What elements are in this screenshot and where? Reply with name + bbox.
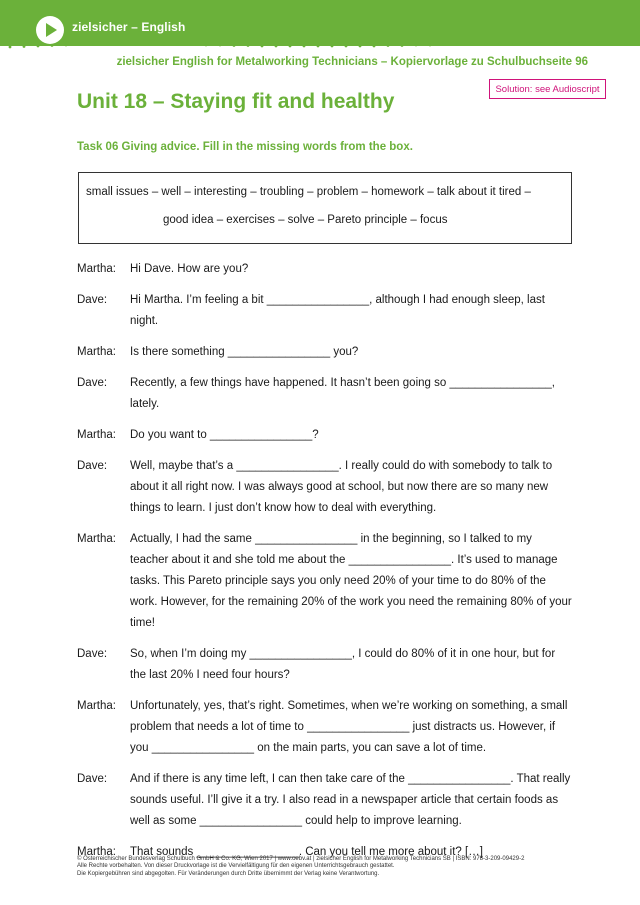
dialogue-turn xyxy=(77,456,572,519)
play-triangle-icon xyxy=(36,16,64,44)
dialogue-turn xyxy=(77,259,572,280)
page-subtitle: zielsicher English for Metalworking Technicians – Kopiervorlage zu Schulbuchseite 96 xyxy=(116,56,588,68)
brand-name: zielsicher – English xyxy=(72,20,186,34)
footer-line: © Österreichischer Bundesverlag Schulbuch GmbH & Co. KG, Wien 2017 | www.oebv.at | zielsicher English for Metalworking Technicians SB | ISBN: 978-3-209-09429-2 xyxy=(77,856,525,862)
dialogue-text: Do you want to ________________? xyxy=(130,429,319,441)
footer-copyright xyxy=(77,856,524,878)
dialogue-text: Well, maybe that’s a ________________. I really could do with somebody to talk to about it all right now. I was always good at school, but now there are so many new things to learn. I just don’t know how to deal with everything. xyxy=(130,460,553,514)
footer-line: Die Kopiergebühren sind abgegolten. Für Veränderungen durch Dritte übernimmt der Verlag keine Verantwortung. xyxy=(77,870,380,877)
dialogue-text: And if there is any time left, I can then take care of the ________________. That really sounds useful. I’ll give it a try. I also read in a newspaper article that certain foods as well as some ________________ could help to improve learning. xyxy=(130,773,571,827)
dialogue xyxy=(77,259,572,873)
dialogue-turn xyxy=(77,290,572,332)
speaker-name: Martha: xyxy=(77,429,116,441)
dialogue-turn xyxy=(77,373,572,415)
dialogue-turn xyxy=(77,425,572,446)
word-box-line: small issues – well – interesting – troubling – problem – homework – talk about it tired – xyxy=(86,186,531,198)
dialogue-text: Hi Dave. How are you? xyxy=(130,263,249,275)
dialogue-text: Hi Martha. I’m feeling a bit ________________, although I had enough sleep, last night. xyxy=(130,294,545,327)
dialogue-text: Unfortunately, yes, that’s right. Sometimes, when we’re working on something, a small problem that needs a lot of time to ________________ just distracts us. However, if you ________________ on the main parts, you can save a lot of time. xyxy=(130,700,568,754)
dialogue-text: So, when I’m doing my ________________, I could do 80% of it in one hour, but for the last 20% I need four hours? xyxy=(130,648,556,681)
word-box xyxy=(78,172,572,244)
dialogue-text: That sounds ________________. Can you tell me more about it? […] xyxy=(130,846,483,858)
header-dotted-edge xyxy=(0,34,640,50)
dialogue-turn xyxy=(77,342,572,363)
speaker-name: Martha: xyxy=(77,533,116,545)
unit-title: Unit 18 – Staying fit and healthy xyxy=(77,90,395,113)
speaker-name: Dave: xyxy=(77,460,108,472)
speaker-name: Martha: xyxy=(77,846,116,858)
speaker-name: Martha: xyxy=(77,263,116,275)
speaker-name: Dave: xyxy=(77,294,108,306)
dialogue-text: Is there something ________________ you? xyxy=(130,346,359,358)
footer-line: Alle Rechte vorbehalten. Von dieser Druckvorlage ist die Vervielfältigung für den eigenen Unterrichtsgebrauch gestattet. xyxy=(77,863,395,870)
speaker-name: Dave: xyxy=(77,648,108,660)
dialogue-turn xyxy=(77,529,572,634)
dialogue-turn xyxy=(77,644,572,686)
solution-note: Solution: see Audioscript xyxy=(489,79,606,99)
speaker-name: Martha: xyxy=(77,346,116,358)
speaker-name: Martha: xyxy=(77,700,116,712)
speaker-name: Dave: xyxy=(77,773,108,785)
word-box-line: good idea – exercises – solve – Pareto principle – focus xyxy=(163,214,448,226)
task-title: Task 06 Giving advice. Fill in the missing words from the box. xyxy=(77,141,413,153)
speaker-name: Dave: xyxy=(77,377,108,389)
dialogue-text: Recently, a few things have happened. It hasn’t been going so ________________, lately. xyxy=(130,377,555,410)
dialogue-turn xyxy=(77,769,572,832)
dialogue-turn xyxy=(77,696,572,759)
dialogue-text: Actually, I had the same ________________ in the beginning, so I talked to my teacher about it and she told me about the ________________. It’s used to manage tasks. This Pareto principle says you only need 20% of your time to do 80% of the work. However, for the remaining 20% of the work you need the remaining 80% of your time! xyxy=(130,533,572,629)
